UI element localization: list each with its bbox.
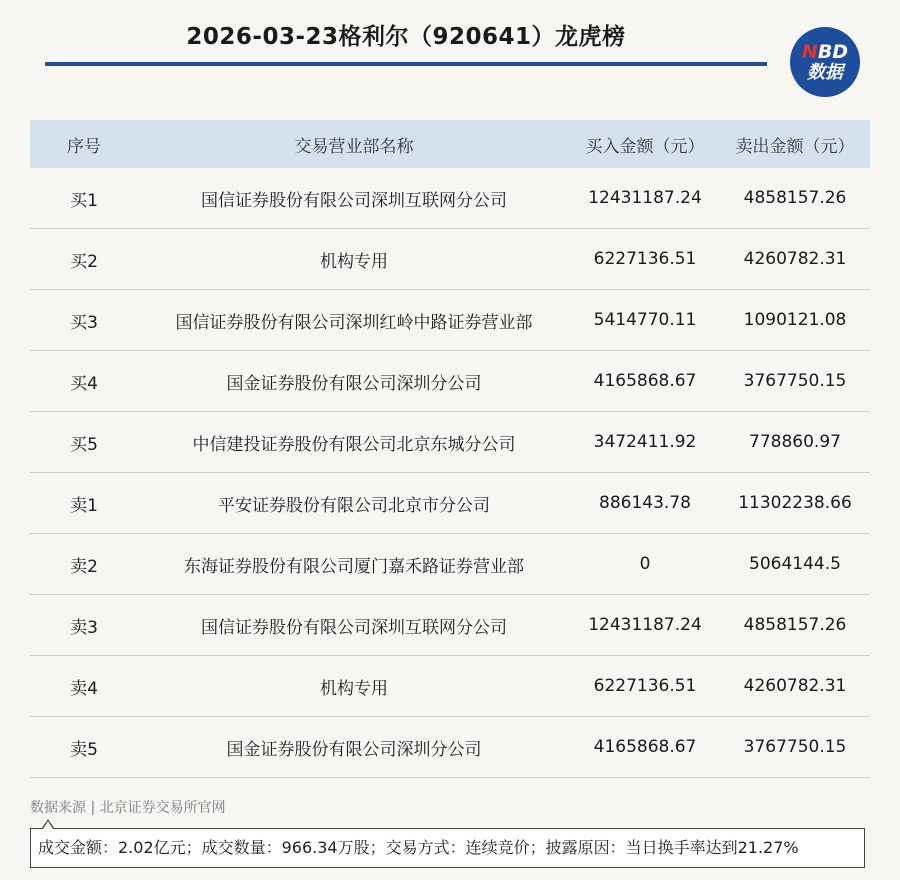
table-row [30, 473, 870, 534]
logo-n: N [801, 40, 818, 63]
data-source: 数据来源 | 北京证券交易所官网 [30, 800, 226, 816]
row-sell-amount: 4260782.31 [743, 249, 847, 269]
row-seq: 卖1 [70, 495, 98, 516]
row-seq: 买4 [70, 373, 98, 394]
row-buy-amount: 0 [639, 554, 651, 574]
row-sell-amount: 778860.97 [749, 432, 841, 452]
row-sell-amount: 4858157.26 [743, 188, 847, 208]
table-row [30, 351, 870, 412]
row-seq: 买3 [70, 312, 98, 333]
table-row [30, 717, 870, 778]
row-buy-amount: 6227136.51 [593, 676, 697, 696]
row-buy-amount: 4165868.67 [593, 371, 697, 391]
row-buy-amount: 5414770.11 [593, 310, 697, 330]
row-sell-amount: 3767750.15 [743, 737, 847, 757]
table-row [30, 229, 870, 290]
row-buy-amount: 3472411.92 [593, 432, 697, 452]
row-sell-amount: 4858157.26 [743, 615, 847, 635]
row-seq: 买5 [70, 434, 98, 455]
header-sell-amount: 卖出金额（元） [735, 136, 855, 157]
table-row [30, 168, 870, 229]
row-buy-amount: 886143.78 [599, 493, 691, 513]
table-row [30, 595, 870, 656]
page-title: 2026-03-23格利尔（920641）龙虎榜 [186, 24, 626, 50]
row-sell-amount: 11302238.66 [738, 493, 852, 513]
row-branch-name: 国信证券股份有限公司深圳互联网分公司 [201, 190, 507, 211]
row-sell-amount: 5064144.5 [749, 554, 841, 574]
row-buy-amount: 4165868.67 [593, 737, 697, 757]
row-buy-amount: 12431187.24 [588, 188, 702, 208]
table-body [30, 168, 870, 778]
header-buy-amount: 买入金额（元） [585, 136, 705, 157]
row-seq: 买2 [70, 251, 98, 272]
dragon-tiger-table [30, 120, 870, 778]
row-seq: 买1 [70, 190, 98, 211]
row-seq: 卖4 [70, 678, 98, 699]
row-branch-name: 东海证券股份有限公司厦门嘉禾路证券营业部 [184, 556, 524, 577]
row-branch-name: 中信建投证券股份有限公司北京东城分公司 [192, 434, 516, 455]
row-seq: 卖3 [70, 617, 98, 638]
row-branch-name: 国金证券股份有限公司深圳分公司 [226, 373, 482, 394]
row-branch-name: 机构专用 [320, 251, 388, 272]
row-sell-amount: 4260782.31 [743, 676, 847, 696]
row-seq: 卖2 [70, 556, 98, 577]
table-row [30, 412, 870, 473]
title-underline [45, 62, 767, 66]
row-sell-amount: 1090121.08 [743, 310, 847, 330]
header-branch-name: 交易营业部名称 [294, 136, 414, 157]
row-branch-name: 国金证券股份有限公司深圳分公司 [226, 739, 482, 760]
row-buy-amount: 6227136.51 [593, 249, 697, 269]
table-row [30, 290, 870, 351]
header-seq: 序号 [67, 136, 101, 157]
nbd-logo [790, 27, 860, 97]
row-sell-amount: 3767750.15 [743, 371, 847, 391]
table-header [30, 120, 870, 168]
row-seq: 卖5 [70, 739, 98, 760]
row-branch-name: 国信证券股份有限公司深圳互联网分公司 [201, 617, 507, 638]
logo-data-text: 数据 [807, 61, 843, 83]
note-pointer-fill [43, 821, 53, 829]
row-branch-name: 国信证券股份有限公司深圳红岭中路证券营业部 [175, 312, 533, 333]
table-row [30, 534, 870, 595]
row-buy-amount: 12431187.24 [588, 615, 702, 635]
logo-bd: BD [817, 40, 849, 63]
table-row [30, 656, 870, 717]
row-branch-name: 平安证券股份有限公司北京市分公司 [218, 495, 490, 516]
trade-summary-note: 成交金额：2.02亿元；成交数量：966.34万股；交易方式：连续竞价；披露原因：当日换手率达到21.27% [30, 828, 865, 868]
row-branch-name: 机构专用 [320, 678, 388, 699]
